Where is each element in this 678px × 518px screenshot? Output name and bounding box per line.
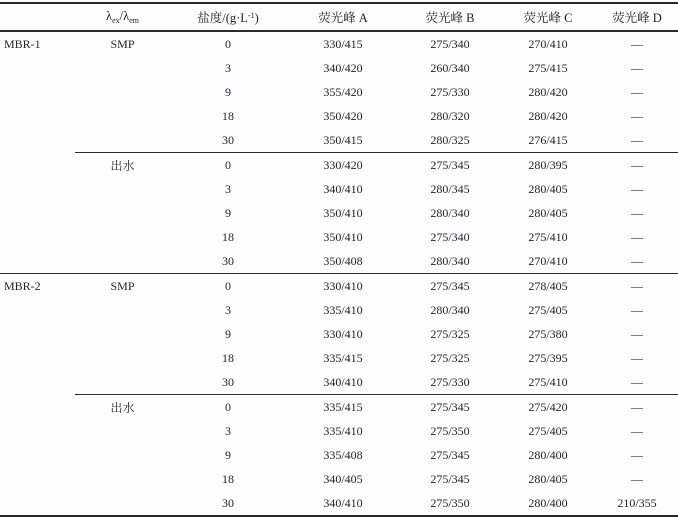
peak-b-value: 275/345 bbox=[430, 447, 470, 462]
table-row bbox=[0, 56, 678, 80]
table-row bbox=[0, 467, 678, 491]
fluorescence-peaks-table bbox=[0, 2, 678, 517]
peak-d-value: — bbox=[631, 60, 643, 75]
table-header bbox=[0, 3, 678, 31]
peak-d-value: — bbox=[631, 36, 643, 51]
reactor-label bbox=[0, 346, 75, 370]
reactor-label bbox=[0, 298, 75, 322]
sample-label bbox=[75, 80, 170, 104]
lambda-sub-em: em bbox=[129, 16, 139, 25]
salinity-value: 3 bbox=[225, 60, 231, 75]
table-row bbox=[0, 177, 678, 201]
peak-c-value: 280/400 bbox=[528, 447, 568, 462]
sample-label bbox=[75, 104, 170, 128]
table-row bbox=[0, 395, 678, 420]
sample-label bbox=[75, 443, 170, 467]
sample-label bbox=[75, 322, 170, 346]
peak-d-value: — bbox=[631, 84, 643, 99]
salinity-value: 3 bbox=[225, 423, 231, 438]
sample-label bbox=[75, 370, 170, 395]
peak-c-value: 280/395 bbox=[500, 153, 596, 178]
sample-label: SMP bbox=[110, 36, 135, 51]
peak-c-value: 270/410 bbox=[528, 253, 568, 268]
peak-a-value: 340/410 bbox=[323, 181, 363, 196]
peak-b-value: 275/325 bbox=[430, 350, 470, 365]
peak-a-value: 335/415 bbox=[323, 350, 363, 365]
peak-c-value: 275/410 bbox=[528, 374, 568, 389]
table-row bbox=[0, 128, 678, 153]
peak-d-value: — bbox=[631, 326, 643, 341]
peak-c-value: 275/405 bbox=[528, 302, 568, 317]
peak-c-value: 275/380 bbox=[528, 326, 568, 341]
peak-a-value: 340/405 bbox=[323, 471, 363, 486]
peak-a-value: 330/410 bbox=[286, 274, 400, 299]
peak-a-value: 335/408 bbox=[323, 447, 363, 462]
salinity-value: 30 bbox=[222, 132, 234, 147]
sample-label bbox=[75, 249, 170, 274]
peak-d-value: — bbox=[631, 132, 643, 147]
sample-label bbox=[75, 56, 170, 80]
peak-b-value: 280/340 bbox=[430, 302, 470, 317]
salinity-value: 18 bbox=[222, 108, 234, 123]
peak-d-value: — bbox=[631, 205, 643, 220]
header-row bbox=[0, 3, 678, 31]
peak-b-value: 280/320 bbox=[430, 108, 470, 123]
sample-label bbox=[75, 128, 170, 153]
salinity-value: 18 bbox=[222, 350, 234, 365]
peak-a-value: 355/420 bbox=[323, 84, 363, 99]
table-row bbox=[0, 346, 678, 370]
peak-b-value: 280/345 bbox=[430, 181, 470, 196]
peak-b-value: 275/340 bbox=[430, 229, 470, 244]
peak-b-value: 275/345 bbox=[400, 153, 500, 178]
peak-a-value: 330/415 bbox=[323, 36, 363, 51]
peak-d-value: — bbox=[631, 181, 643, 196]
reactor-label: MBR-1 bbox=[4, 36, 41, 51]
peak-c-value: 280/405 bbox=[528, 205, 568, 220]
reactor-label bbox=[0, 177, 75, 201]
peak-b-value: 275/345 bbox=[400, 274, 500, 299]
peak-b-value: 275/350 bbox=[430, 495, 470, 510]
peak-d-value: — bbox=[596, 153, 678, 178]
salinity-value: 0 bbox=[225, 36, 231, 51]
sample-label bbox=[75, 419, 170, 443]
peak-b-value: 280/340 bbox=[430, 253, 470, 268]
sample-label bbox=[75, 298, 170, 322]
header-salinity bbox=[170, 3, 286, 31]
peak-d-value: — bbox=[631, 471, 643, 486]
peak-b-value: 275/345 bbox=[430, 471, 470, 486]
table-row bbox=[0, 370, 678, 395]
header-peak-c: 荧光峰 C bbox=[500, 3, 596, 31]
peak-c-value: 275/405 bbox=[528, 423, 568, 438]
sample-label bbox=[75, 467, 170, 491]
salinity-value: 30 bbox=[222, 374, 234, 389]
reactor-label bbox=[0, 467, 75, 491]
salinity-value: 18 bbox=[222, 471, 234, 486]
salinity-value: 0 bbox=[170, 274, 286, 299]
table-row bbox=[0, 249, 678, 274]
table-row bbox=[0, 80, 678, 104]
salinity-value: 3 bbox=[225, 302, 231, 317]
peak-a-value: 340/420 bbox=[323, 60, 363, 75]
table-row bbox=[0, 225, 678, 249]
reactor-label bbox=[0, 104, 75, 128]
peak-a-value: 335/410 bbox=[323, 302, 363, 317]
peak-c-value: 278/405 bbox=[500, 274, 596, 299]
peak-c-value: 280/405 bbox=[528, 181, 568, 196]
reactor-label bbox=[0, 249, 75, 274]
salinity-main: 盐度/(g·L bbox=[197, 11, 248, 25]
peak-a-value: 350/410 bbox=[323, 229, 363, 244]
peak-b-value: 275/340 bbox=[430, 36, 470, 51]
salinity-exponent: -1 bbox=[247, 11, 255, 20]
peak-d-value: — bbox=[631, 253, 643, 268]
reactor-label bbox=[0, 201, 75, 225]
reactor-label bbox=[0, 443, 75, 467]
table-row bbox=[0, 298, 678, 322]
peak-c-value: 270/410 bbox=[528, 36, 568, 51]
table-row bbox=[0, 274, 678, 299]
sample-label bbox=[75, 201, 170, 225]
peak-c-value: 275/395 bbox=[528, 350, 568, 365]
header-peak-d: 荧光峰 D bbox=[596, 3, 678, 31]
peak-d-value: — bbox=[631, 350, 643, 365]
salinity-value: 3 bbox=[225, 181, 231, 196]
table-row bbox=[0, 104, 678, 128]
peak-b-value: 275/330 bbox=[430, 84, 470, 99]
salinity-value: 9 bbox=[225, 205, 231, 220]
table-row bbox=[0, 491, 678, 516]
salinity-close: ) bbox=[254, 11, 259, 25]
salinity-value: 9 bbox=[225, 326, 231, 341]
peak-c-value: 280/405 bbox=[528, 471, 568, 486]
salinity-value: 0 bbox=[170, 153, 286, 178]
peak-b-value: 275/345 bbox=[400, 395, 500, 420]
header-lambda-ex-em bbox=[75, 3, 170, 31]
peak-a-value: 350/415 bbox=[323, 132, 363, 147]
peak-b-value: 280/340 bbox=[430, 205, 470, 220]
peak-c-value: 275/415 bbox=[528, 60, 568, 75]
peak-a-value: 350/410 bbox=[323, 205, 363, 220]
peak-a-value: 350/420 bbox=[323, 108, 363, 123]
reactor-label: MBR-2 bbox=[0, 274, 75, 299]
header-peak-b: 荧光峰 B bbox=[400, 3, 500, 31]
peak-d-value: — bbox=[596, 274, 678, 299]
reactor-label bbox=[0, 80, 75, 104]
header-peak-a: 荧光峰 A bbox=[286, 3, 400, 31]
sample-label: 出水 bbox=[75, 395, 170, 420]
peak-d-value: — bbox=[631, 229, 643, 244]
reactor-label bbox=[0, 370, 75, 395]
table-row bbox=[0, 322, 678, 346]
peak-d-value: — bbox=[631, 374, 643, 389]
reactor-label bbox=[0, 395, 75, 420]
sample-label bbox=[75, 491, 170, 516]
peak-c-value: 276/415 bbox=[528, 132, 568, 147]
peak-c-value: 280/420 bbox=[528, 108, 568, 123]
salinity-value: 0 bbox=[170, 395, 286, 420]
peak-d-value: — bbox=[631, 423, 643, 438]
salinity-value: 30 bbox=[222, 495, 234, 510]
reactor-label bbox=[0, 225, 75, 249]
salinity-value: 30 bbox=[222, 253, 234, 268]
table-row bbox=[0, 443, 678, 467]
peak-a-value: 330/420 bbox=[286, 153, 400, 178]
sample-label bbox=[75, 346, 170, 370]
peak-c-value: 275/410 bbox=[528, 229, 568, 244]
peak-c-value: 280/400 bbox=[528, 495, 568, 510]
salinity-value: 18 bbox=[222, 229, 234, 244]
peak-d-value: 210/355 bbox=[617, 495, 657, 510]
table-row bbox=[0, 31, 678, 56]
peak-b-value: 275/325 bbox=[430, 326, 470, 341]
reactor-label bbox=[0, 322, 75, 346]
sample-label: 出水 bbox=[75, 153, 170, 178]
lambda-prefix: λ bbox=[106, 9, 113, 23]
peak-a-value: 350/408 bbox=[323, 253, 363, 268]
table-body bbox=[0, 31, 678, 516]
salinity-value: 9 bbox=[225, 84, 231, 99]
peak-a-value: 330/410 bbox=[323, 326, 363, 341]
sample-label bbox=[75, 177, 170, 201]
peak-c-value: 280/420 bbox=[528, 84, 568, 99]
sample-label bbox=[75, 225, 170, 249]
table-row bbox=[0, 153, 678, 178]
reactor-label bbox=[0, 153, 75, 178]
peak-d-value: — bbox=[631, 447, 643, 462]
peak-a-value: 335/415 bbox=[286, 395, 400, 420]
lambda-mid: /λ bbox=[119, 9, 130, 23]
reactor-label bbox=[0, 491, 75, 516]
peak-a-value: 340/410 bbox=[323, 374, 363, 389]
peak-b-value: 275/330 bbox=[430, 374, 470, 389]
peak-b-value: 260/340 bbox=[430, 60, 470, 75]
header-reactor bbox=[0, 3, 75, 31]
reactor-label bbox=[0, 128, 75, 153]
table-row bbox=[0, 419, 678, 443]
peak-b-value: 275/350 bbox=[430, 423, 470, 438]
peak-d-value: — bbox=[596, 395, 678, 420]
sample-label: SMP bbox=[75, 274, 170, 299]
salinity-value: 9 bbox=[225, 447, 231, 462]
reactor-label bbox=[0, 419, 75, 443]
lambda-sub-ex: ex bbox=[112, 16, 120, 25]
peak-a-value: 335/410 bbox=[323, 423, 363, 438]
reactor-label bbox=[0, 56, 75, 80]
peak-d-value: — bbox=[631, 302, 643, 317]
peak-d-value: — bbox=[631, 108, 643, 123]
table-row bbox=[0, 201, 678, 225]
peak-c-value: 275/420 bbox=[500, 395, 596, 420]
peak-b-value: 280/325 bbox=[430, 132, 470, 147]
peak-a-value: 340/410 bbox=[323, 495, 363, 510]
